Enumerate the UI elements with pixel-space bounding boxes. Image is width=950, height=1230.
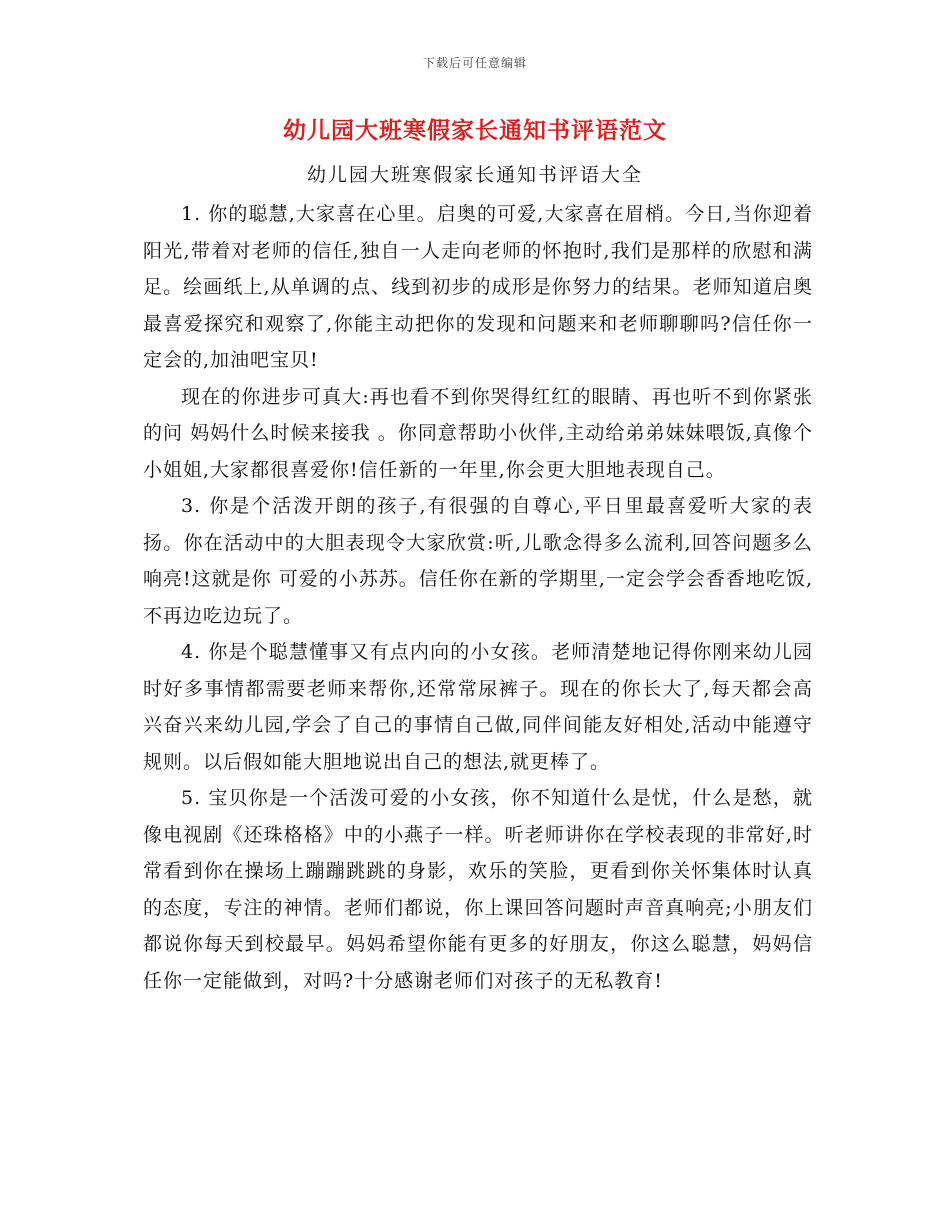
paragraph-1: 1. 你的聪慧,大家喜在心里。启奥的可爱,大家喜在眉梢。今日,当你迎着阳光,带着对老师的信任,独自一人走向老师的怀抱时,我们是那样的欣慰和满足。绘画纸上,从单调的点、线到初步的成形是你努力的结果。老师知道启奥最喜爱探究和观察了,你能主动把你的发现和问题来和老师聊聊吗?信任你一定会的,加油吧宝贝!	[143, 203, 813, 371]
document-subtitle: 幼儿园大班寒假家长通知书评语大全	[306, 164, 643, 186]
paragraph-3: 3. 你是个活泼开朗的孩子,有很强的自尊心,平日里最喜爱听大家的表扬。你在活动中的大胆表现令大家欣赏:听,儿歌念得多么流利,回答问题多么响亮!这就是你 可爱的小苏苏。信任你在新的学期里,一定会学会香香地吃饭,不再边吃边玩了。	[143, 495, 813, 627]
document-title: 幼儿园大班寒假家长通知书评语范文	[283, 117, 667, 144]
header-note: 下载后可任意编辑	[422, 56, 527, 70]
paragraph-2: 现在的你进步可真大:再也看不到你哭得红红的眼睛、再也听不到你紧张的问 妈妈什么时候来接我 。你同意帮助小伙伴,主动给弟弟妹妹喂饭,真像个小姐姐,大家都很喜爱你!信任新的一年里,你会更大胆地表现自己。	[143, 385, 813, 481]
paragraph-4: 4. 你是个聪慧懂事又有点内向的小女孩。老师清楚地记得你刚来幼儿园时好多事情都需要老师来帮你,还常常尿裤子。现在的你长大了,每天都会高兴奋兴来幼儿园,学会了自己的事情自己做,同伴间能友好相处,活动中能遵守规则。以后假如能大胆地说出自己的想法,就更棒了。	[143, 641, 813, 773]
document-body	[143, 196, 813, 999]
paragraph-5: 5. 宝贝你是一个活泼可爱的小女孩，你不知道什么是忧，什么是愁，就像电视剧《还珠格格》中的小燕子一样。听老师讲你在学校表现的非常好,时常看到你在操场上蹦蹦跳跳的身影，欢乐的笑脸，更看到你关怀集体时认真的态度，专注的神情。老师们都说，你上课回答问题时声音真响亮;小朋友们都说你每天到校最早。妈妈希望你能有更多的好朋友，你这么聪慧，妈妈信任你一定能做到，对吗?十分感谢老师们对孩子的无私教育!	[143, 787, 813, 992]
